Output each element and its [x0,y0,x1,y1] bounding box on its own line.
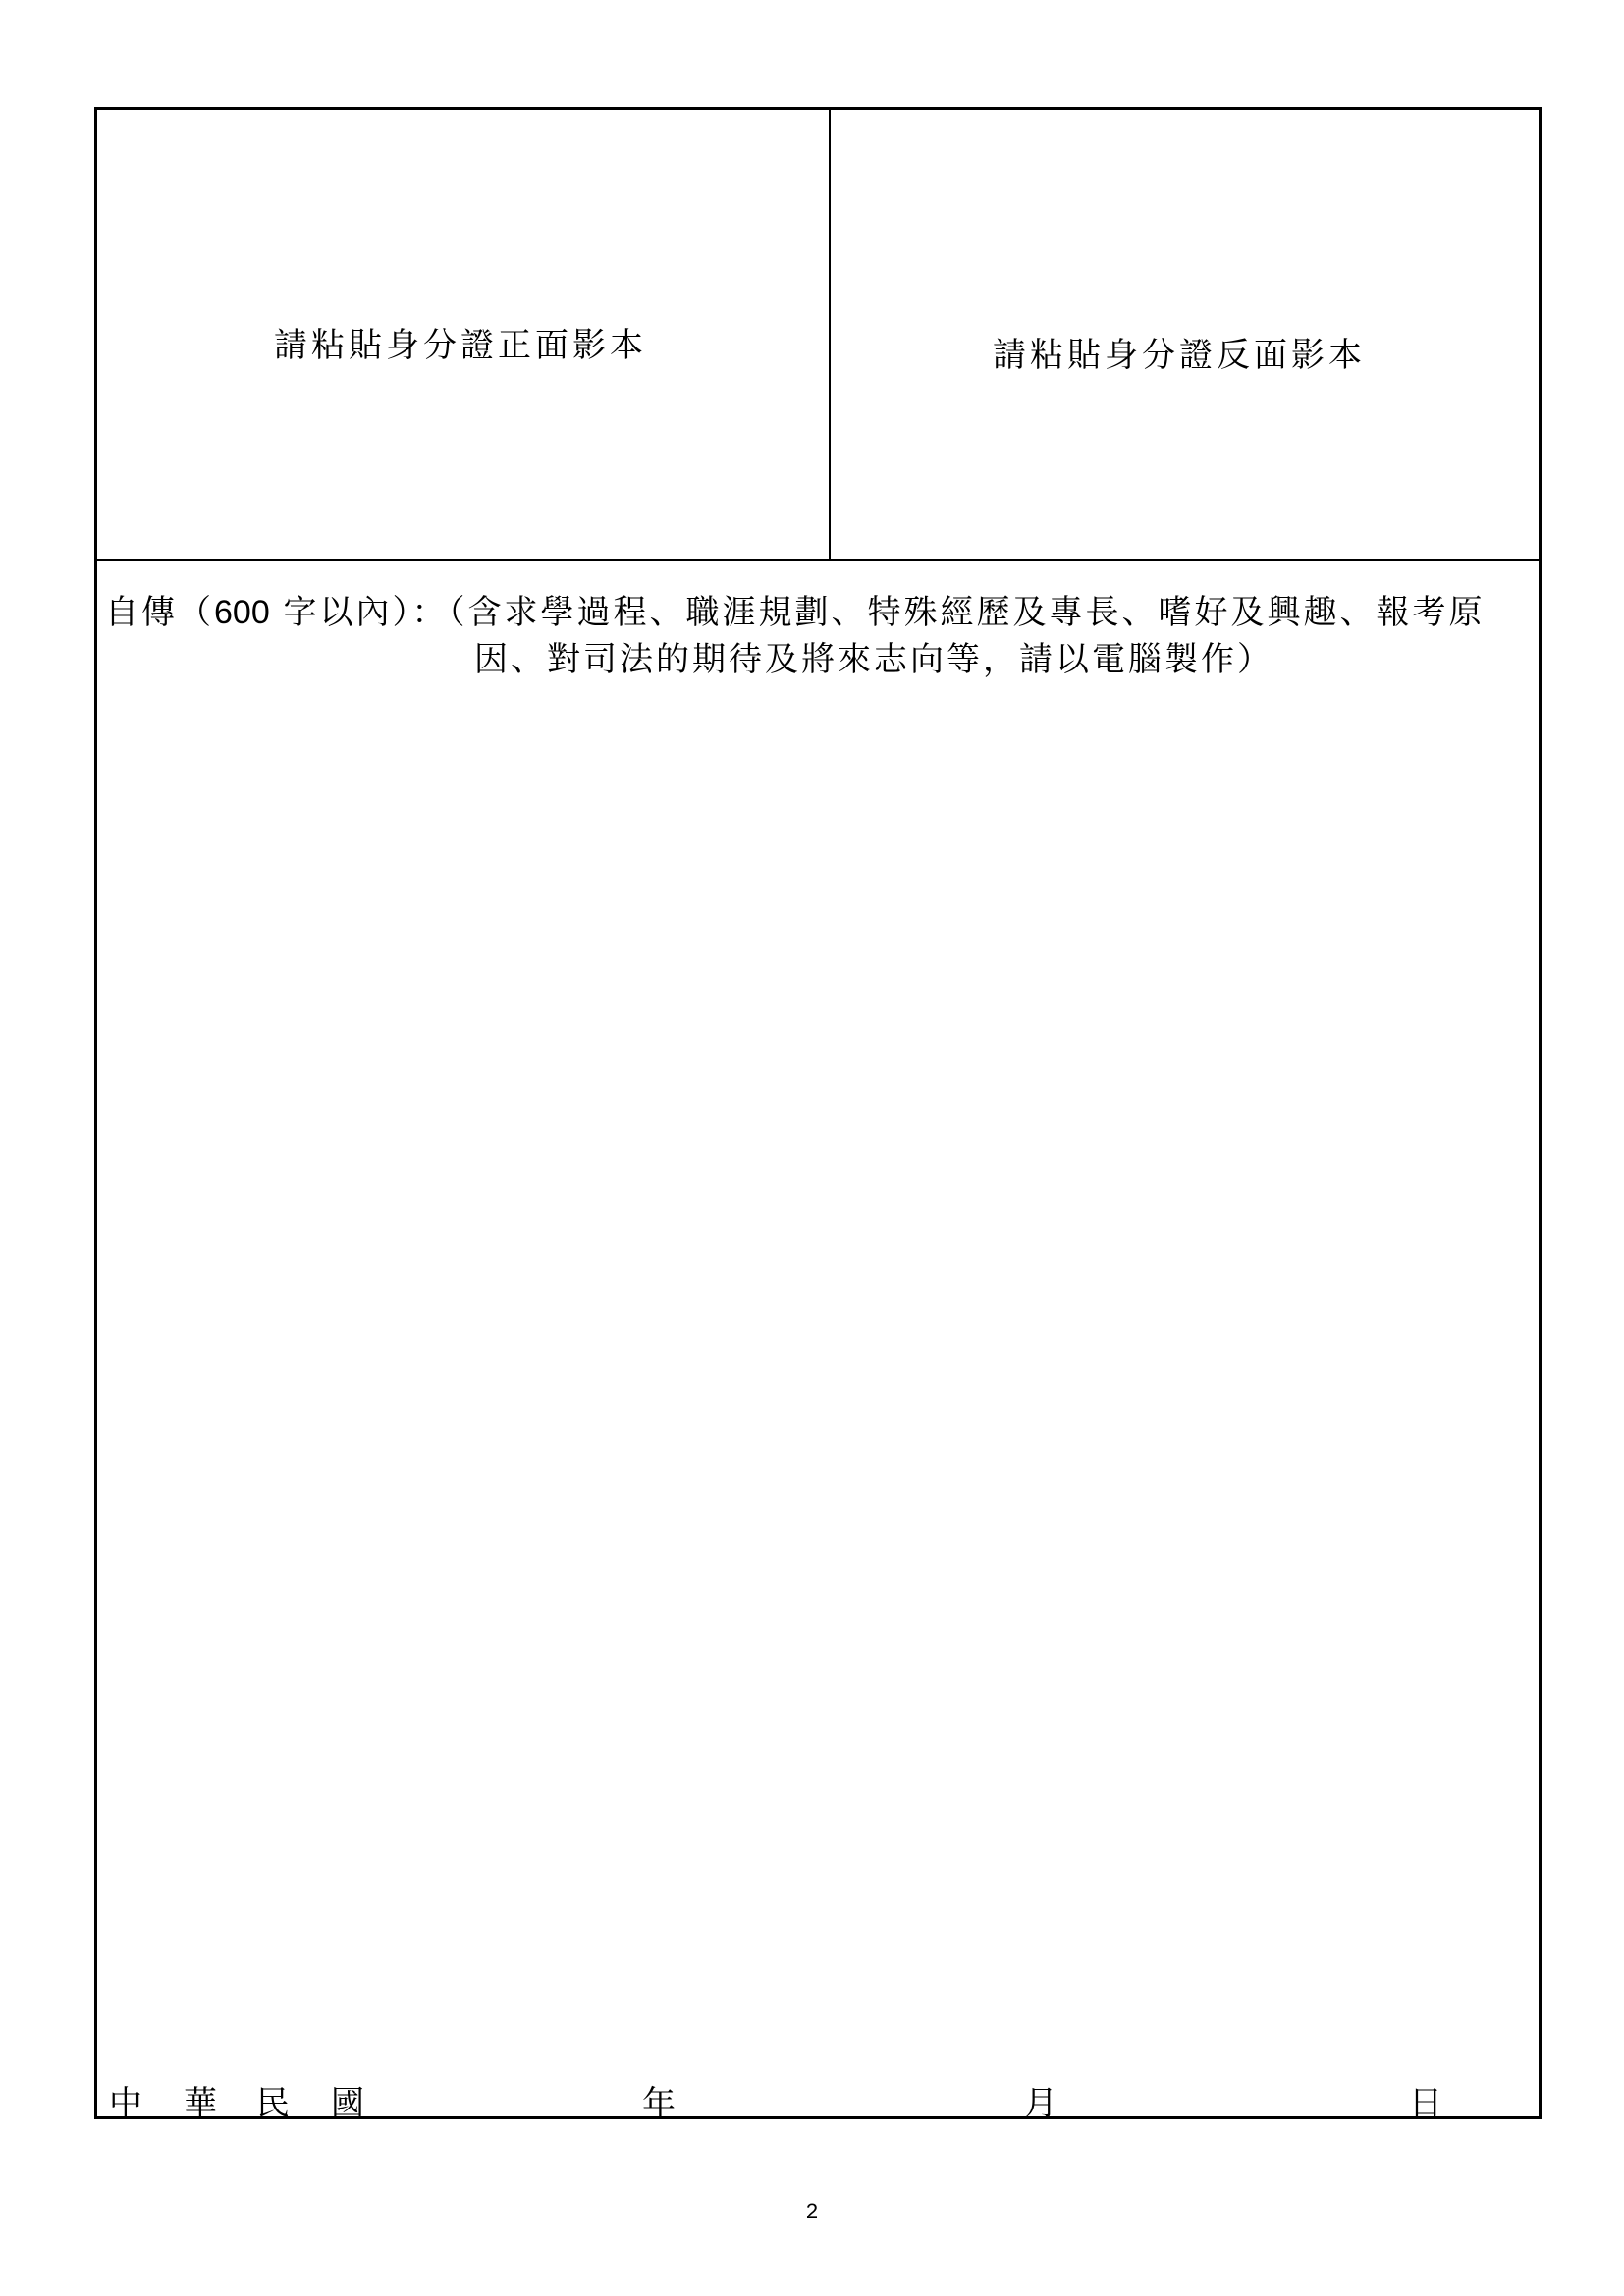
autobiography-title-prefix: 自傳（ [105,593,214,632]
date-month-label: 月 [1024,2084,1057,2123]
autobiography-char-limit: 600 [214,594,270,631]
date-era-char-4: 國 [331,2084,364,2123]
id-card-front-paste-area[interactable] [97,110,831,559]
id-card-back-label: 請粘貼身分證反面影本 [993,336,1366,375]
page-number: 2 [805,2199,819,2223]
autobiography-section[interactable] [97,561,1539,2123]
application-form-frame [94,107,1542,2123]
autobiography-title-suffix: 字以內）：（含求學過程、職涯規劃、特殊經歷及專長、嗜好及興趣、報考原 [269,593,1486,632]
id-card-front-label: 請粘貼身分證正面影本 [274,326,647,365]
date-year-label: 年 [642,2084,676,2123]
date-day-label: 日 [1409,2084,1442,2123]
id-card-back-paste-area[interactable] [831,110,1539,559]
autobiography-title-continued: 因、對司法的期待及將來志向等，請以電腦製作） [474,640,1273,679]
date-era-char-1: 中 [109,2084,142,2123]
date-era-char-2: 華 [184,2084,217,2123]
autobiography-title [105,585,1486,633]
date-era-char-3: 民 [256,2084,290,2123]
id-card-copy-row [97,110,1539,561]
